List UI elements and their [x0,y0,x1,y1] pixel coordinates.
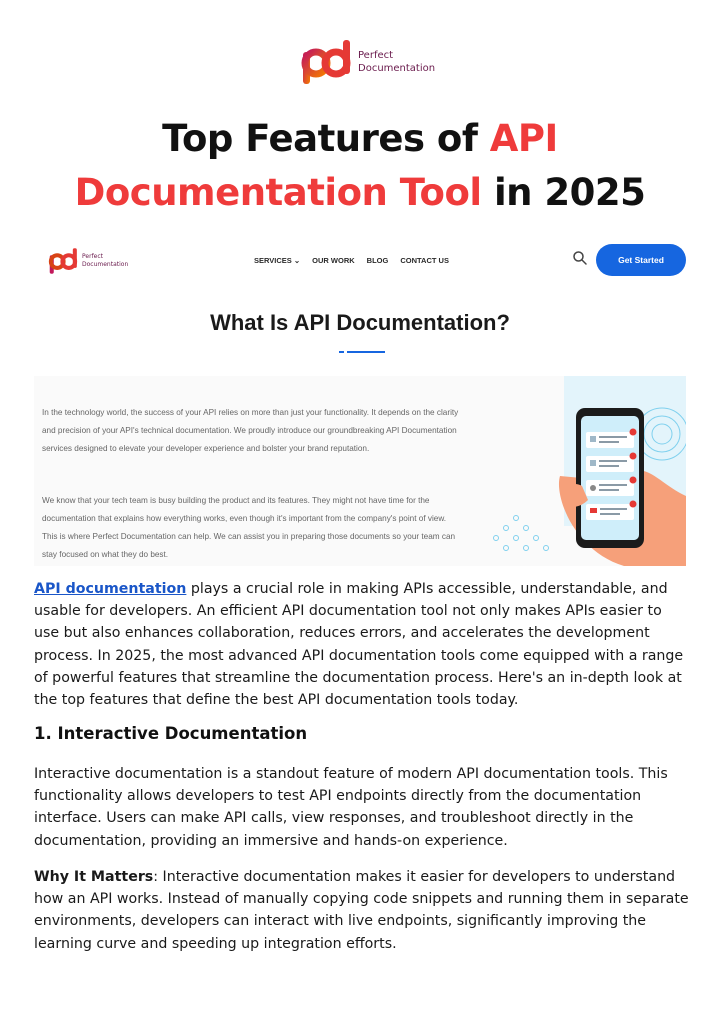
perfect-documentation-logo-icon [48,246,78,276]
screenshot-brand-line-2: Documentation [82,261,129,268]
nav-our-work[interactable]: OUR WORK [312,256,355,265]
page-title [0,112,720,220]
title-part-1: Top Features of [162,117,490,160]
get-started-button[interactable]: Get Started [596,244,686,276]
brand-wordmark [358,49,435,75]
why-it-matters-paragraph [34,866,690,955]
screenshot-nav [254,256,449,265]
nav-services[interactable]: SERVICES ⌄ [254,256,301,265]
screenshot-paragraph-2: We know that your tech team is busy building the product and its features. They might not have time for the documentation that explains how everything works, even though it's important from the company's point of view. This is where Perfect Documentation can help. We can assist you in preparing those documents so your team can stay focused on what they do best. [42,496,456,559]
perfect-documentation-logo-icon [300,36,352,88]
api-documentation-link[interactable]: API documentation [34,581,187,597]
screenshot-paragraph-1: In the technology world, the success of your API relies on more than just your functionality. It depends on the clarity and precision of your API's technical documentation. We proudly introduce our groundbreaking API Documentation services designed to elevate your developer experience and bolster your brand reputation. [42,408,459,453]
interactive-paragraph: Interactive documentation is a standout feature of modern API documentation tools. This functionality allows developers to test API endpoints directly from the documentation interface. Users can make API calls, view responses, and troubleshoot directly in the documentation, providing an immersive and hands-on experience. [34,766,668,849]
section-heading [34,724,307,743]
nav-blog[interactable]: BLOG [366,256,389,265]
screenshot-content-panel [34,376,686,566]
nav-contact-us[interactable]: CONTACT US [400,256,449,265]
section-number: 1. [34,724,58,743]
website-screenshot [34,236,686,566]
screenshot-brand-line-1: Perfect [82,253,104,260]
brand-line-1: Perfect [358,50,394,61]
screenshot-wordmark [82,253,128,269]
section-title: Interactive Documentation [57,724,308,743]
search-icon[interactable] [572,250,588,266]
title-underline-dot [339,351,344,353]
intro-text: plays a crucial role in making APIs accessible, understandable, and usable for developers. An efficient API documentation tool not only makes APIs easier to use but also enhances collaboration, reduces errors, and accelerates the development process. In 2025, the most advanced API documentation tools come equipped with a range of powerful features that streamline the documentation process. Here's an in-depth look at the top features that define the best API documentation tools today. [34,581,684,709]
screenshot-logo [48,246,128,276]
title-part-2: in 2025 [481,171,646,214]
intro-paragraph [34,578,690,711]
why-it-matters-label: Why It Matters [34,869,154,885]
title-underline [347,351,385,353]
why-it-matters-text: : Interactive documentation makes it easier for developers to understand how an API works. Instead of manually copying code snippets and running them in separate environments, developers can interact with live endpoints, significantly improving the learning curve and speeding up integration efforts. [34,869,689,952]
title-accent-2: Documentation Tool [74,171,482,214]
screenshot-section-title: What Is API Documentation? [210,310,510,335]
brand-logo [300,36,435,88]
title-accent-1: API [489,117,558,160]
brand-line-2: Documentation [358,63,436,74]
phone-illustration-icon [464,376,686,566]
